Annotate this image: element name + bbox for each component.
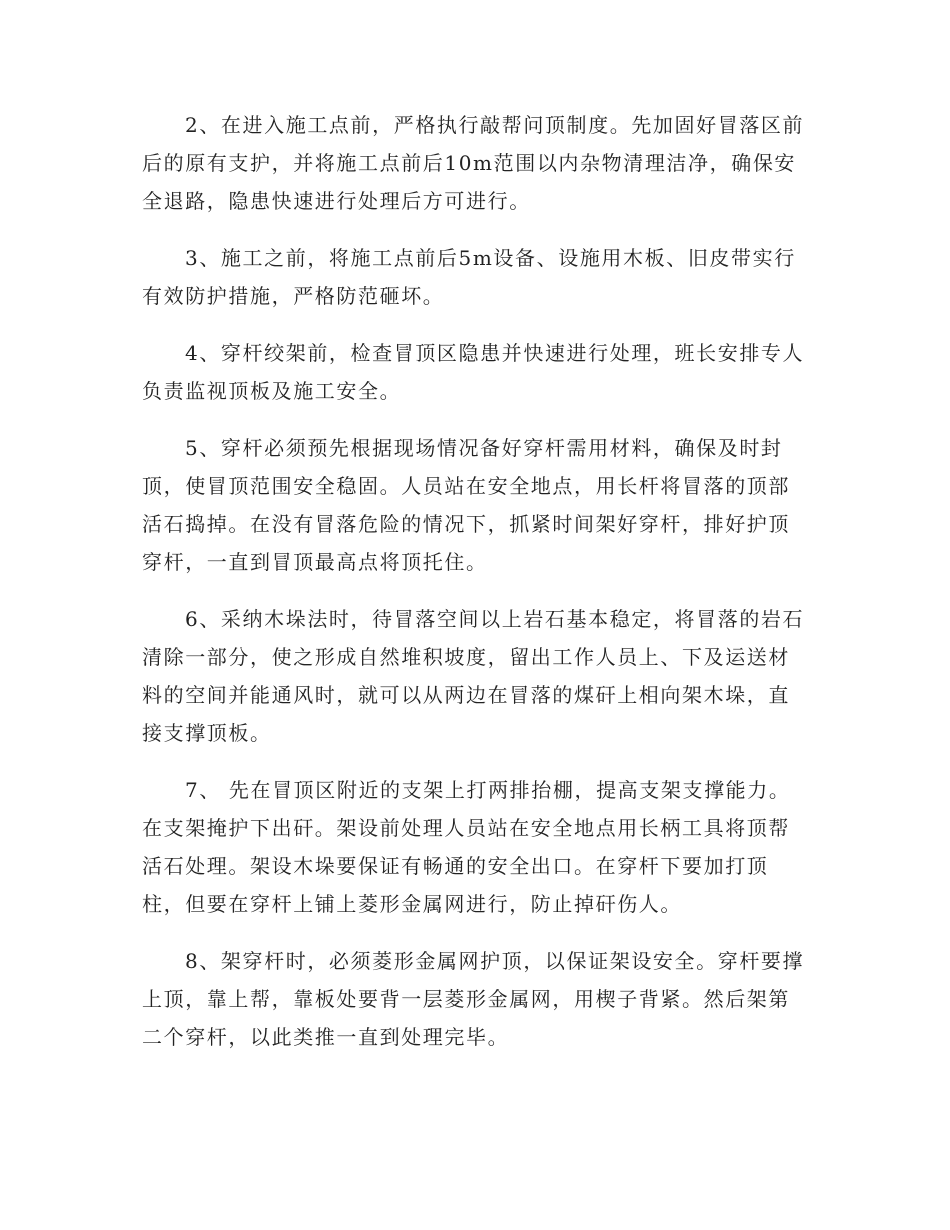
paragraph-line: 4、穿杆绞架前，检查冒顶区隐患并快速进行处理，班长安排专人: [185, 341, 805, 365]
paragraph-line: 3、施工之前，将施工点前后5m设备、设施用木板、旧皮带实行: [185, 246, 796, 270]
paragraph-line: 柱，但要在穿杆上铺上菱形金属网进行，防止掉矸伤人。: [142, 892, 682, 916]
paragraph-line: 活石捣掉。在没有冒落危险的情况下，抓紧时间架好穿杆，排好护顶: [142, 512, 790, 536]
paragraph-5: [142, 429, 806, 581]
document-body: [142, 106, 806, 1075]
paragraph-line: 负责监视顶板及施工安全。: [142, 379, 402, 403]
paragraph-2: [142, 106, 806, 220]
paragraph-line: 清除一部分，使之形成自然堆积坡度，留出工作人员上、下及运送材: [142, 645, 790, 669]
paragraph-line: 7、 先在冒顶区附近的支架上打两排抬棚，提高支架支撑能力。: [185, 778, 791, 802]
paragraph-line: 活石处理。架设木垛要保证有畅通的安全出口。在穿杆下要加打顶: [142, 854, 769, 878]
paragraph-line: 2、在进入施工点前，严格执行敲帮问顶制度。先加固好冒落区前: [185, 113, 805, 137]
paragraph-line: 5、穿杆必须预先根据现场情况备好穿杆需用材料，确保及时封: [185, 436, 783, 460]
paragraph-3: [142, 239, 806, 315]
paragraph-8: [142, 942, 806, 1056]
paragraph-line: 上顶，靠上帮，靠板处要背一层菱形金属网，用楔子背紧。然后架第: [142, 987, 790, 1011]
paragraph-7: [142, 771, 806, 923]
paragraph-line: 在支架掩护下出矸。架设前处理人员站在安全地点用长柄工具将顶帮: [142, 816, 790, 840]
paragraph-6: [142, 600, 806, 752]
paragraph-line: 全退路，隐患快速进行处理后方可进行。: [142, 189, 531, 213]
paragraph-line: 料的空间并能通风时，就可以从两边在冒落的煤矸上相向架木垛，直: [142, 683, 790, 707]
paragraph-line: 顶，使冒顶范围安全稳固。人员站在安全地点，用长杆将冒落的顶部: [142, 474, 790, 498]
paragraph-line: 接支撑顶板。: [142, 721, 272, 745]
paragraph-line: 后的原有支护，并将施工点前后10m范围以内杂物清理洁净，确保安: [142, 151, 797, 175]
paragraph-line: 6、采纳木垛法时，待冒落空间以上岩石基本稳定，将冒落的岩石: [185, 607, 805, 631]
paragraph-4: [142, 334, 806, 410]
paragraph-line: 穿杆，一直到冒顶最高点将顶托住。: [142, 550, 488, 574]
paragraph-line: 8、架穿杆时，必须菱形金属网护顶，以保证架设安全。穿杆要撑: [185, 949, 805, 973]
paragraph-line: 有效防护措施，严格防范砸坏。: [142, 284, 445, 308]
paragraph-line: 二个穿杆，以此类推一直到处理完毕。: [142, 1025, 510, 1049]
